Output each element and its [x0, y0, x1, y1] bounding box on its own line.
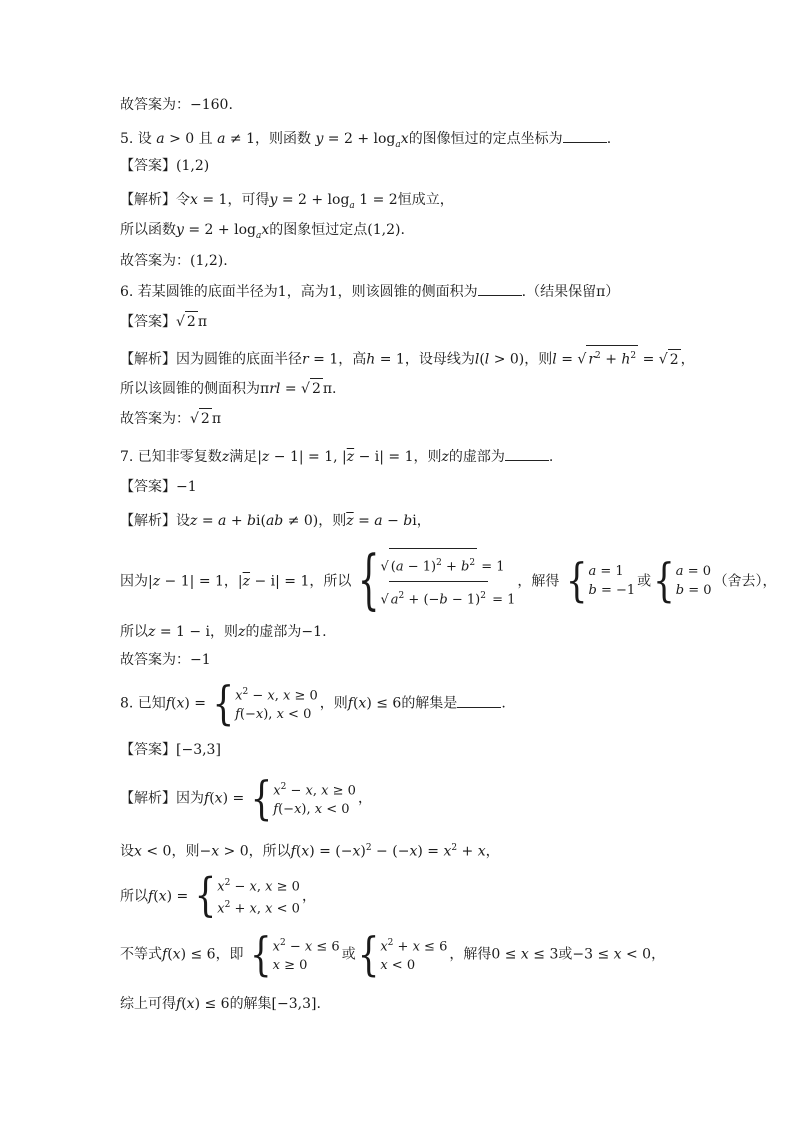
text: 或	[637, 573, 652, 590]
text: 所以	[120, 624, 148, 640]
q7-answer	[120, 477, 197, 497]
q8-solution: 【解析】因为f(x) = { $x^2 - x$, x ≥ 0 f(−x), x < 0 ，	[120, 771, 372, 826]
text: 故答案为：−1	[120, 652, 211, 668]
text: 的虚部为	[448, 449, 505, 465]
text: ，则	[319, 695, 348, 712]
question-5: 5. 设 a > 0 且 a ≠ 1，则函数 $y = 2 + \log_ax$的图像恒过的定点坐标为 .	[120, 128, 611, 155]
text: 满足	[229, 449, 258, 465]
text: 的解集[−3,3].	[229, 996, 321, 1012]
text: 故答案为：	[120, 411, 190, 427]
q8-answer	[120, 740, 221, 760]
text: 故答案为：(1,2).	[120, 253, 228, 269]
piecewise-function: { $x^2 - x$, x ≥ 0 f(−x), x < 0	[212, 676, 318, 731]
text: 7. 已知非零复数	[120, 449, 222, 465]
text: 的图象恒过定点(1,2).	[269, 222, 405, 238]
answer-blank	[478, 281, 522, 296]
text: 因为	[120, 573, 148, 590]
text: 恒成立，	[397, 192, 454, 208]
q8-final: 综上可得f(x) ≤ 6的解集[−3,3].	[120, 996, 321, 1012]
q6-solution-2: 所以该圆锥的侧面积为πrl = √ 2 π.	[120, 378, 337, 399]
q5-final	[120, 251, 228, 271]
piecewise-function: { $x^2 - x$, x ≥ 0 $x^2 + x$, x < 0	[194, 869, 300, 924]
text: ，设母线为	[404, 351, 475, 368]
text: 5. 设	[120, 131, 152, 147]
q6-answer: 【答案】√ 2 π	[120, 311, 207, 332]
inequality-system-2: { $x^2 + x \le 6$ x < 0	[357, 927, 448, 982]
text: 综上可得	[120, 996, 176, 1012]
solution-system-2: { a = 0 b = 0	[653, 554, 712, 609]
question-7: 7. 已知非零复数z满足|z − 1| = 1, $|\overline{z} - i| = 1$，则z的虚部为 .	[120, 446, 553, 467]
text: 所以	[120, 888, 148, 905]
text: 且	[198, 131, 213, 147]
text: 故答案为：−160.	[120, 97, 233, 113]
q8-solution-3: 所以f(x) = { $x^2 - x$, x ≥ 0 $x^2 + x$, x < 0 ，	[120, 869, 316, 924]
text: 或	[558, 946, 573, 963]
solution-system: { a = 1 b = −1	[565, 554, 636, 609]
text: 【解析】因为圆锥的底面半径	[120, 351, 302, 368]
text: ，则	[210, 624, 239, 640]
text: 【答案】[−3,3]	[120, 742, 221, 758]
q8-solution-2: 设x < 0，则−x > 0，所以$f(x) = (-x)^2 - (-x) = x^2 + x$，	[120, 843, 500, 860]
text: 所以函数	[120, 222, 176, 238]
text: 【答案】−1	[120, 479, 197, 495]
q6-solution: 【解析】因为圆锥的底面半径r = 1，高h = 1，设母线为l(l > 0)，则l = √ $r^2 + h^2$ = √ 2 ，	[120, 345, 695, 370]
text: ，则	[413, 449, 442, 465]
text: ，解得	[449, 946, 492, 963]
inequality-system: { $x^2 - x \le 6$ x ≥ 0	[250, 927, 340, 982]
q5-answer	[120, 156, 209, 176]
text: 或	[341, 946, 356, 963]
text: 8. 已知	[120, 695, 166, 712]
text: ，则函数	[254, 131, 311, 147]
text: .（结果保留π）	[521, 284, 620, 300]
text: 的虚部为−1.	[245, 624, 327, 640]
text: 【答案】	[120, 314, 176, 330]
piecewise-function: { $x^2 - x$, x ≥ 0 f(−x), x < 0	[250, 771, 356, 826]
answer-blank	[457, 693, 501, 708]
text: （舍去），	[713, 573, 777, 590]
text: 【答案】(1,2)	[120, 158, 210, 174]
equation-system: { √ $(a - 1)^2 + b^2 = 1$ √ $a^2 + (-b - 1)^2 = 1$	[357, 543, 516, 620]
text: ，则	[318, 513, 347, 529]
text: 设	[120, 843, 134, 860]
text: 所以该圆锥的侧面积为	[120, 381, 260, 397]
q8-solution-4: 不等式f(x) ≤ 6，即 { $x^2 - x \le 6$ x ≥ 0 或 { $x^2 + x \le 6$ x < 0 ，解得0 ≤ x ≤ 3或−3 ≤ x < 0，	[120, 927, 666, 982]
answer-blank	[505, 446, 549, 461]
q5-solution: 【解析】令x = 1，可得$y = 2 + \log_a 1 = 2$恒成立，	[120, 192, 454, 211]
answer-line-prev	[120, 95, 233, 115]
text: ，所以	[248, 843, 291, 860]
text: 的图像恒过的定点坐标为	[408, 131, 563, 147]
answer-blank	[563, 128, 607, 143]
q5-solution-2: 所以函数$y = 2 + \log_ax$的图象恒过定点(1,2).	[120, 222, 405, 241]
text: 不等式	[120, 946, 162, 963]
text: ，则	[524, 351, 553, 368]
text: 的解集是	[401, 695, 458, 712]
text: ，所以	[309, 573, 352, 590]
question-8: 8. 已知f(x) = { $x^2 - x$, x ≥ 0 f(−x), x < 0 ，则f(x) ≤ 6的解集是 .	[120, 676, 506, 731]
text: ，高	[338, 351, 367, 368]
text: ，即	[215, 946, 244, 963]
text: ，则	[171, 843, 200, 860]
text: 【解析】令	[120, 192, 190, 208]
text: 【解析】设	[120, 513, 190, 529]
q7-solution: 【解析】设z = a + bi(ab ≠ 0)，则$\overline{z} = a$ − bi，	[120, 513, 431, 529]
text: ，解得	[517, 573, 560, 590]
text: ，可得	[227, 192, 270, 208]
text: 6. 若某圆锥的底面半径为1，高为1，则该圆锥的侧面积为	[120, 284, 478, 300]
q7-solution-2: 因为|z − 1| = 1，$|\overline{z} - i| = 1$，所以 { √ $(a - 1)^2 + b^2 = 1$ √ $a^2 + (-b - 1)^2 = 1$ ，解得 { a = 1 b = −1 或 { a = 0 b = 0 （舍去），	[120, 543, 777, 620]
question-6	[120, 281, 619, 302]
q6-final: 故答案为：√ 2 π	[120, 408, 221, 429]
q7-final	[120, 650, 211, 670]
q7-solution-3: 所以z = 1 − i，则z的虚部为−1.	[120, 624, 327, 640]
text: 【解析】因为	[120, 790, 204, 807]
